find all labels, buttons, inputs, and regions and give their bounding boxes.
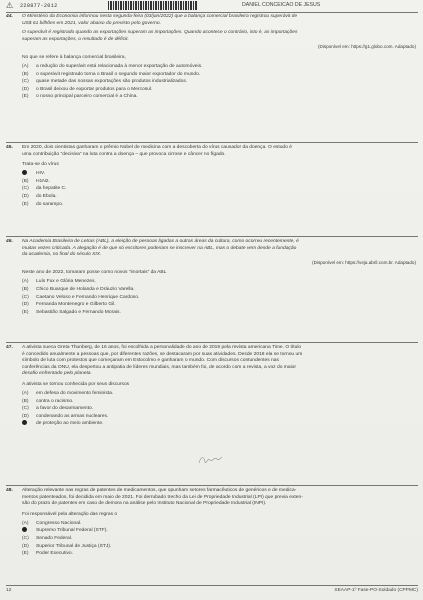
answer-option[interactable]: (C) a favor do desarmamento. xyxy=(22,406,94,412)
question-prompt: Foi responsável pela alteração das regras o xyxy=(22,511,118,517)
answer-option[interactable]: (D) Fernanda Montenegro e Gilberto Gil. xyxy=(22,302,116,308)
divider xyxy=(6,342,418,343)
marked-bubble-icon xyxy=(22,420,27,425)
answer-option[interactable]: (E) o nosso principal parceiro comercial é a China. xyxy=(22,94,138,100)
exam-id: SEAAP-1º Fase-PO-Soldado (CPPMC) xyxy=(334,588,418,593)
divider xyxy=(6,142,418,143)
question-text: uma contribuição “decisiva” na luta contra a doença – que provoca cirrose e câncer no fígado. xyxy=(22,151,226,157)
question-text: muitas vezes criticada. A alegação é de que só escritores poderiam se inscrever na ABL, mas o debate vem desde a fundação xyxy=(22,245,297,251)
question-text: é concedido anualmente a pessoas que, por diferentes razões, se destacaram por suas atividades. Desde 2018 ela se tornou um xyxy=(22,351,303,357)
question-47: 47. A ativista sueca Greta Thunberg, de 16 anos, foi escolhida a personalidade do ano de 2019 pela revista americana Time. O título é concedido anualmente a pessoas que, por diferentes razões, se destacaram por suas atividades. Desde 2018 ela se tornou um símbolo de luta com protestos que começaram em Estocolmo e ganharam o mundo. Com discursos contundentes nas conferências da ONU, ela despertou a antipatia de líderes mundiais, mas também foi, de acordo com a revista, a voz do maior desafio enfrentado pelo planeta. A ativista se tornou conhecida por seus discursos (A) em defesa do movimento feminista. (B) contra o racismo. (C) a favor do desarmamento. (D) condenando as armas nucleares. de proteção ao meio ambiente. xyxy=(6,345,416,429)
barcode xyxy=(108,1,198,10)
question-prompt: A ativista se tornou conhecida por seus discursos xyxy=(22,381,130,387)
question-text: desafio enfrentado pelo planeta. xyxy=(22,371,92,377)
question-45: 45. Em 2020, dois cientistas ganharam o prêmio Nobel de medicina com a descoberta do vírus causador da doença. O estudo é uma contribuição “decisiva” na luta contra a doença – que provoca cirrose e câncer no fígado. Trata-se do vírus HIV. (B) H1N2. (C) da hepatite C. (D) do Ebola. (E) do sarampo. xyxy=(6,145,416,209)
question-text: Na Academia Brasileira de Letras (ABL), a eleição de pessoas ligadas a outras áreas da cultura, como ocorreu recentemente, é xyxy=(22,239,299,244)
question-text: símbolo de luta com protestos que começaram em Estocolmo e ganharam o mundo. Com discursos contundentes nas xyxy=(22,358,279,364)
divider xyxy=(6,236,418,237)
question-text: Em 2020, dois cientistas ganharam o prêmio Nobel de medicina com a descoberta do vírus causador da doença. O estudo é xyxy=(22,145,292,150)
answer-option[interactable]: (A) Congresso Nacional. xyxy=(22,520,82,526)
answer-option-selected[interactable]: de proteção ao meio ambiente. xyxy=(22,421,416,429)
question-text: A ativista sueca Greta Thunberg, de 16 anos, foi escolhida a personalidade do ano de 2019 pela revista americana Time. O título xyxy=(22,345,302,350)
divider xyxy=(6,585,418,586)
page-number: 12 xyxy=(6,588,12,593)
answer-option[interactable]: (E) Sebastião Salgado e Fernando Morais. xyxy=(22,309,121,315)
answer-option[interactable]: (C) da hepatite C. xyxy=(22,186,67,192)
question-48: 48. Alteração relevante nas regras de patentes de medicamentos, que opunham setores farmacêuticos de genéricos e de medica- mentos patenteados, foi decidida em maio de 2021. Foi derrubado trecho da Lei de Propriedade Industrial (LPI) que previa exten- são do prazo de patentes em caso de demora na análise pelo Instituto Nacional de Propriedade Industrial (INPI). Foi responsável pela alteração das regras o (A) Congresso Nacional. Supremo Tribunal Federal (STF). (C) Senado Federal. (D) Superior Tribunal de Justiça (STJ). (E) Poder Executivo. xyxy=(6,488,416,558)
handwritten-mark xyxy=(197,454,223,466)
answer-option[interactable]: (D) o Brasil deixou de exportar produtos para o Mercosul. xyxy=(22,86,153,92)
answer-option-selected[interactable]: Supremo Tribunal Federal (STF). xyxy=(22,528,416,536)
answer-option[interactable]: (C) quase metade das nossas exportações são produtos industrializados. xyxy=(22,79,188,85)
question-text: O Ministério da Economia informou nesta segunda-feira (03/jan/2022) que a balança comercial brasileira registrou superávit de xyxy=(22,14,298,19)
question-prompt: No que se refere à balança comercial brasileira, xyxy=(22,54,126,60)
question-prompt: Neste ano de 2022, tomaram posse como novos “imortais” da ABL xyxy=(22,270,167,276)
question-text: da academia, no final do século XIX. xyxy=(22,252,102,258)
question-text: US$ 61 bilhões em 2021, valor abaixo do previsto pelo governo. xyxy=(22,20,161,26)
source-citation: (Disponível em: https://veja.abril.com.br. Adaptado) xyxy=(312,259,416,265)
answer-option[interactable]: (E) Poder Executivo. xyxy=(22,551,73,557)
answer-option[interactable]: (D) Superior Tribunal de Justiça (STJ). xyxy=(22,543,112,549)
answer-option[interactable]: (D) condenando as armas nucleares. xyxy=(22,413,109,419)
answer-option[interactable]: (A) a redução do superávit está relacionada à menor exportação de automóveis. xyxy=(22,64,203,70)
answer-option[interactable]: (B) o superávit registrado torna o Brasil o segundo maior exportador do mundo. xyxy=(22,71,201,77)
question-prompt: Trata-se do vírus xyxy=(22,162,59,168)
answer-option[interactable]: (C) Caetano Veloso e Fernando Henrique Cardoso. xyxy=(22,294,140,300)
source-citation: (Disponível em: https://g1.globo.com. Adaptado) xyxy=(317,44,416,50)
candidate-code: 220877-2012 xyxy=(20,3,58,9)
answer-option[interactable]: (B) contra o racismo. xyxy=(22,398,74,404)
warning-icon: ⚠ xyxy=(6,1,14,10)
question-text: mentos patenteados, foi decidida em maio de 2021. Foi derrubado trecho da Lei de Propriedade Industrial (LPI) que previa exten- xyxy=(22,494,303,500)
question-text: Alteração relevante nas regras de patentes de medicamentos, que opunham setores farmacêuticos de genéricos e de medica- xyxy=(22,488,297,493)
marked-bubble-icon xyxy=(22,527,27,532)
question-text: são do prazo de patentes em caso de demora na análise pelo Instituto Nacional de Propriedade Industrial (INPI). xyxy=(22,501,267,507)
candidate-name: DANIEL CONCEICAO DE JESUS xyxy=(242,2,321,8)
answer-option[interactable]: (D) do Ebola. xyxy=(22,194,57,200)
answer-option-selected[interactable]: HIV. xyxy=(22,171,416,179)
answer-option[interactable]: (B) Chico Buarque de Holanda e Dráuzio Varella. xyxy=(22,287,135,293)
marked-bubble-icon xyxy=(22,170,27,175)
answer-option[interactable]: (A) em defesa do movimento feminista. xyxy=(22,391,114,397)
divider xyxy=(6,485,418,486)
answer-option[interactable]: (E) do sarampo. xyxy=(22,201,64,207)
question-46: 46. Na Academia Brasileira de Letras (ABL), a eleição de pessoas ligadas a outras áreas da cultura, como ocorreu recentemente, é muitas vezes criticada. A alegação é de que só escritores poderiam se inscrever na ABL, mas o debate vem desde a fundação da academia, no final do século XIX. (Disponível em: https://veja.abril.com.br. Adaptado) Neste ano de 2022, tomaram posse como novos “imortais” da ABL (A) Luís Fux e Glória Menezes. (B) Chico Buarque de Holanda e Dráuzio Varella. (C) Caetano Veloso e Fernando Henrique Cardoso. (D) Fernanda Montenegro e Gilberto Gil. (E) Sebastião Salgado e Fernando Morais. xyxy=(6,239,416,317)
question-44: 44. O Ministério da Economia informou nesta segunda-feira (03/jan/2022) que a balança comercial brasileira registrou superávit de US$ 61 bilhões em 2021, valor abaixo do previsto pelo governo. O superávit é registrado quando as exportações superam as importações. Quando acontece o contrário, isto é, as importações superam as exportações, o resultado é de déficit. (Disponível em: https://g1.globo.com. Adaptado) No que se refere à balança comercial brasileira, (A) a redução do superávit está relacionada à menor exportação de automóveis. (B) o superávit registrado torna o Brasil o segundo maior exportador do mundo. (C) quase metade das nossas exportações são produtos industrializados. (D) o Brasil deixou de exportar produtos para o Mercosul. (E) o nosso principal parceiro comercial é a China. xyxy=(6,14,416,102)
answer-option[interactable]: (A) Luís Fux e Glória Menezes. xyxy=(22,279,96,285)
divider xyxy=(6,12,418,13)
question-text: O superávit é registrado quando as exportações superam as importações. Quando acontece o contrário, isto é, as importações xyxy=(22,30,298,36)
answer-option[interactable]: (B) H1N2. xyxy=(22,178,50,184)
answer-option[interactable]: (C) Senado Federal. xyxy=(22,536,73,542)
question-text: conferências da ONU, ela despertou a antipatia de líderes mundiais, mas também foi, de acordo com a revista, a voz do maior xyxy=(22,364,297,370)
question-text: superam as exportações, o resultado é de déficit. xyxy=(22,36,129,42)
